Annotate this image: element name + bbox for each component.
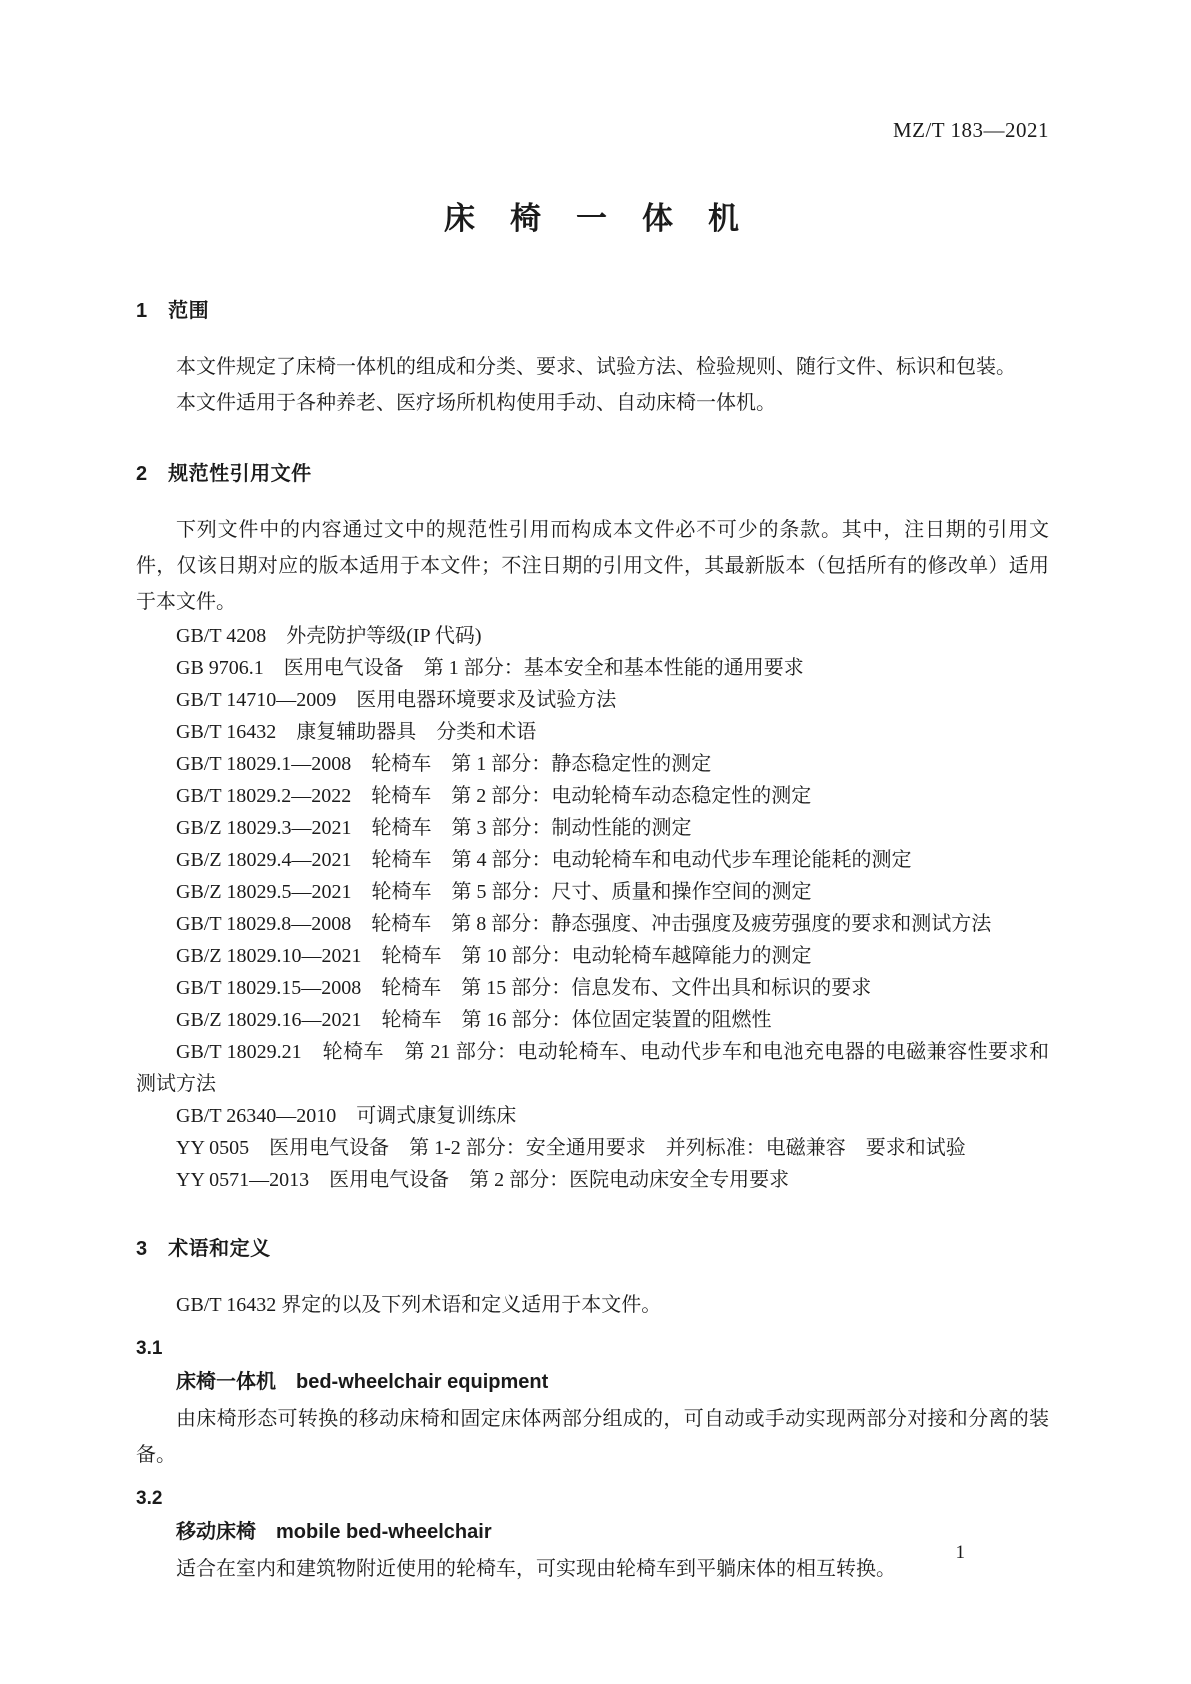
reference-item: GB/Z 18029.3—2021 轮椅车 第 3 部分：制动性能的测定 [176,817,692,839]
reference-item: YY 0571—2013 医用电气设备 第 2 部分：医院电动床安全专用要求 [176,1169,790,1191]
reference-item: GB/T 4208 外壳防护等级(IP 代码) [176,625,482,647]
section-2-heading: 2 规范性引用文件 [136,463,312,485]
reference-item: GB/T 18029.1—2008 轮椅车 第 1 部分：静态稳定性的测定 [176,753,712,775]
term-number-3-1: 3.1 [136,1338,163,1359]
reference-item: GB/Z 18029.5—2021 轮椅车 第 5 部分：尺寸、质量和操作空间的测定 [176,881,812,903]
section-1-heading: 1 范围 [136,300,210,322]
document-title: 床 椅 一 体 机 [444,201,741,236]
section-3-intro: GB/T 16432 界定的以及下列术语和定义适用于本文件。 [176,1294,662,1316]
term-heading-3-2: 移动床椅 mobile bed-wheelchair [176,1521,492,1543]
reference-item: GB/T 18029.15—2008 轮椅车 第 15 部分：信息发布、文件出具和标识的要求 [176,977,872,999]
page-number: 1 [955,1542,965,1563]
reference-item: GB/Z 18029.16—2021 轮椅车 第 16 部分：体位固定装置的阻燃性 [176,1009,772,1031]
term-block-3-1 [136,1333,1049,1473]
section-3-heading: 3 术语和定义 [136,1238,271,1260]
section-2-intro: 下列文件中的内容通过文中的规范性引用而构成本文件必不可少的条款。其中，注日期的引用文件，仅该日期对应的版本适用于本文件；不注日期的引用文件，其最新版本（包括所有的修改单）适用于本文件。 [136,519,1049,613]
reference-item: GB/T 18029.2—2022 轮椅车 第 2 部分：电动轮椅车动态稳定性的测定 [176,785,812,807]
term-definition-3-2: 适合在室内和建筑物附近使用的轮椅车，可实现由轮椅车到平躺床体的相互转换。 [176,1558,896,1580]
references-list [136,620,1049,1196]
term-block-3-2 [136,1483,1049,1587]
reference-item: GB/T 14710—2009 医用电器环境要求及试验方法 [176,689,617,711]
reference-item: GB/T 16432 康复辅助器具 分类和术语 [176,721,537,743]
doc-number: MZ/T 183—2021 [892,118,1049,142]
reference-item: GB/T 26340—2010 可调式康复训练床 [176,1105,517,1127]
reference-item: YY 0505 医用电气设备 第 1-2 部分：安全通用要求 并列标准：电磁兼容 要求和试验 [176,1137,966,1159]
reference-item: GB 9706.1 医用电气设备 第 1 部分：基本安全和基本性能的通用要求 [176,657,804,679]
section-1-paragraph-2: 本文件适用于各种养老、医疗场所机构使用手动、自动床椅一体机。 [176,392,776,414]
section-1-paragraph-1: 本文件规定了床椅一体机的组成和分类、要求、试验方法、检验规则、随行文件、标识和包装。 [176,356,1016,378]
term-number-3-2: 3.2 [136,1488,163,1509]
term-heading-3-1: 床椅一体机 bed-wheelchair equipment [176,1371,549,1393]
reference-item: GB/Z 18029.4—2021 轮椅车 第 4 部分：电动轮椅车和电动代步车理论能耗的测定 [176,849,912,871]
reference-item: GB/T 18029.21 轮椅车 第 21 部分：电动轮椅车、电动代步车和电池充电器的电磁兼容性要求和测试方法 [136,1041,1049,1095]
reference-item: GB/Z 18029.10—2021 轮椅车 第 10 部分：电动轮椅车越障能力的测定 [176,945,812,967]
term-definition-3-1: 由床椅形态可转换的移动床椅和固定床体两部分组成的，可自动或手动实现两部分对接和分离的装备。 [136,1408,1049,1466]
reference-item: GB/T 18029.8—2008 轮椅车 第 8 部分：静态强度、冲击强度及疲劳强度的要求和测试方法 [176,913,992,935]
